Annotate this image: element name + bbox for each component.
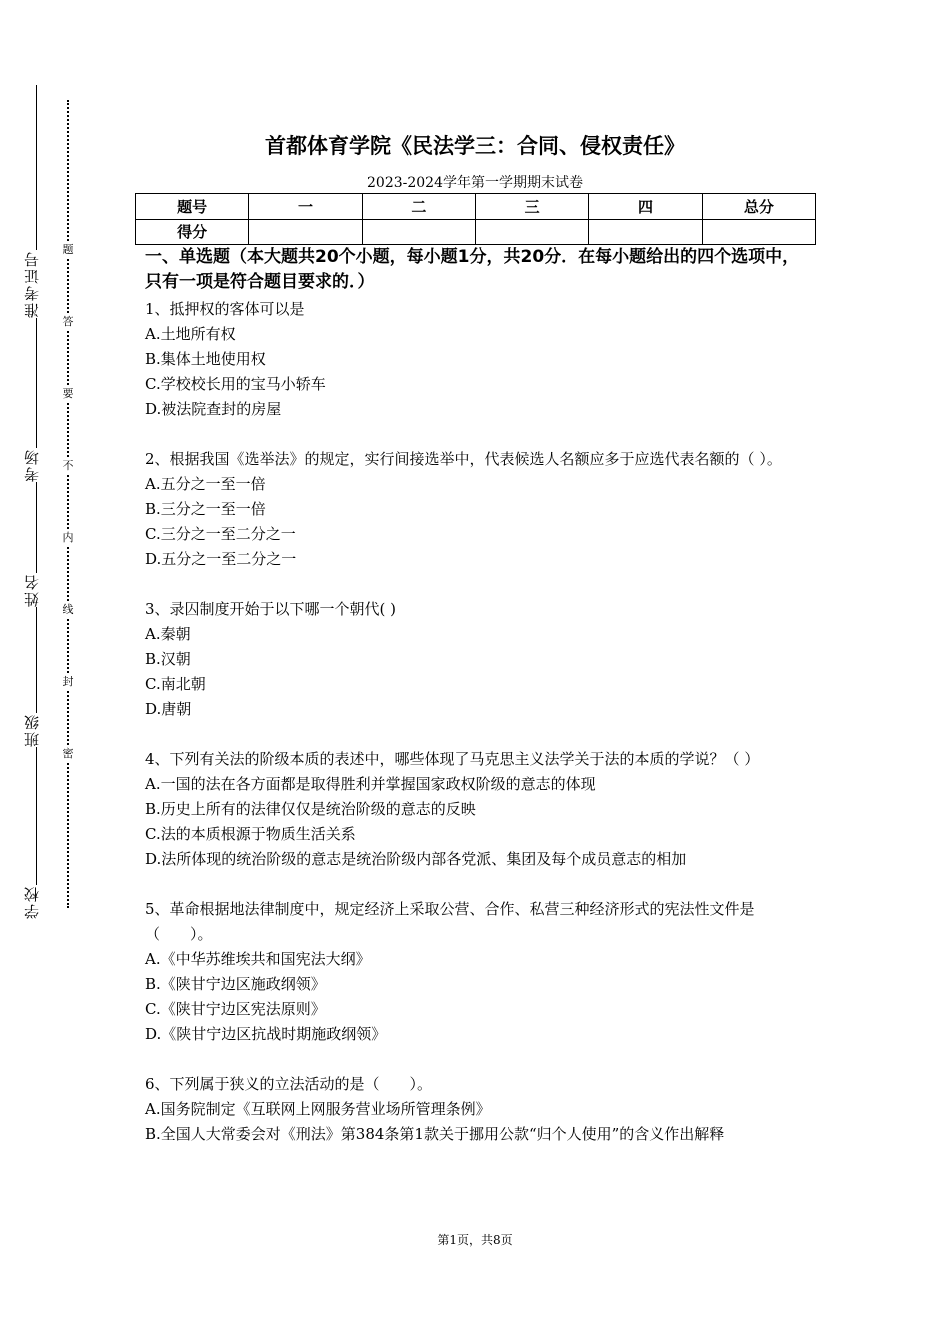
label-name: 姓名 <box>23 573 41 607</box>
question-option: A.土地所有权 <box>145 325 236 343</box>
score-table-score-row <box>136 219 816 245</box>
binding-solid-line <box>36 85 37 915</box>
score-table-cell: 三 <box>475 194 588 220</box>
question-text: 1、抵押权的客体可以是 <box>145 300 305 318</box>
score-entry-cell <box>362 219 475 245</box>
score-table-cell: 二 <box>362 194 475 220</box>
seal-char: 线 <box>59 603 77 617</box>
score-table-cell: 四 <box>589 194 702 220</box>
score-entry-cell <box>702 219 815 245</box>
question-option: C.三分之一至二分之一 <box>145 525 296 543</box>
question-option: D.五分之一至二分之一 <box>145 550 297 568</box>
question-1 <box>145 297 815 422</box>
seal-char: 密 <box>59 747 77 761</box>
score-entry-cell <box>249 219 362 245</box>
question-option: A.一国的法在各方面都是取得胜利并掌握国家政权阶级的意志的体现 <box>145 775 596 793</box>
label-exam-room: 考场 <box>23 448 41 482</box>
question-option: B.三分之一至一倍 <box>145 500 266 518</box>
question-option: B.历史上所有的法律仅仅是统治阶级的意志的反映 <box>145 800 476 818</box>
label-exam-number: 准考证号 <box>23 250 41 318</box>
label-class: 班级 <box>23 713 41 747</box>
label-school: 学校 <box>23 885 41 919</box>
score-table-cell: 一 <box>249 194 362 220</box>
score-table-cell: 总分 <box>702 194 815 220</box>
score-table-cell: 题号 <box>136 194 249 220</box>
question-6 <box>145 1072 815 1147</box>
question-option: B.汉朝 <box>145 650 191 668</box>
question-2 <box>145 447 815 572</box>
question-text: 4、下列有关法的阶级本质的表述中，哪些体现了马克思主义法学关于法的本质的学说？（ ） <box>145 750 760 768</box>
question-text: 2、根据我国《选举法》的规定，实行间接选举中，代表候选人名额应多于应选代表名额的（ ）。 <box>145 450 782 468</box>
question-option: D.唐朝 <box>145 700 192 718</box>
question-option: A.五分之一至一倍 <box>145 475 266 493</box>
question-5 <box>145 897 815 1047</box>
question-option: A.《中华苏维埃共和国宪法大纲》 <box>145 950 371 968</box>
question-text: 6、下列属于狭义的立法活动的是（ ）。 <box>145 1075 433 1093</box>
seal-char: 内 <box>59 531 77 545</box>
question-text: 3、录囚制度开始于以下哪一个朝代( ) <box>145 600 397 618</box>
question-option: C.学校校长用的宝马小轿车 <box>145 375 326 393</box>
question-option: C.南北朝 <box>145 675 206 693</box>
question-3 <box>145 597 815 722</box>
score-table-header-row <box>136 194 816 220</box>
section-heading: 一、单选题（本大题共20个小题，每小题1分，共20分．在每小题给出的四个选项中，只有一项是符合题目要求的．） <box>145 247 800 292</box>
score-table-cell: 得分 <box>136 219 249 245</box>
exam-title: 首都体育学院《民法学三：合同、侵权责任》 <box>265 134 685 158</box>
question-option: A.国务院制定《互联网上网服务营业场所管理条例》 <box>145 1100 491 1118</box>
exam-subtitle: 2023-2024学年第一学期期末试卷 <box>367 175 583 191</box>
seal-char: 不 <box>59 459 77 473</box>
question-text: 5、革命根据地法律制度中，规定经济上采取公营、合作、私营三种经济形式的宪法性文件是（ ）。 <box>145 900 755 943</box>
question-option: B.全国人大常委会对《刑法》第384条第1款关于挪用公款“归个人使用”的含义作出解释 <box>145 1125 725 1143</box>
seal-char: 答 <box>59 315 77 329</box>
page-footer: 第1页，共8页 <box>437 1233 513 1247</box>
question-4 <box>145 747 815 872</box>
seal-char: 封 <box>59 675 77 689</box>
score-entry-cell <box>589 219 702 245</box>
question-option: B.《陕甘宁边区施政纲领》 <box>145 975 326 993</box>
question-option: D.法所体现的统治阶级的意志是统治阶级内部各党派、集团及每个成员意志的相加 <box>145 850 687 868</box>
score-table <box>135 193 816 245</box>
question-option: C.《陕甘宁边区宪法原则》 <box>145 1000 326 1018</box>
question-list <box>145 297 815 1172</box>
question-option: D.《陕甘宁边区抗战时期施政纲领》 <box>145 1025 387 1043</box>
seal-char: 要 <box>59 387 77 401</box>
seal-char: 题 <box>59 243 77 257</box>
binding-dotted-line <box>67 100 69 908</box>
question-option: C.法的本质根源于物质生活关系 <box>145 825 356 843</box>
score-entry-cell <box>475 219 588 245</box>
question-option: D.被法院查封的房屋 <box>145 400 282 418</box>
question-option: B.集体土地使用权 <box>145 350 266 368</box>
question-option: A.秦朝 <box>145 625 191 643</box>
